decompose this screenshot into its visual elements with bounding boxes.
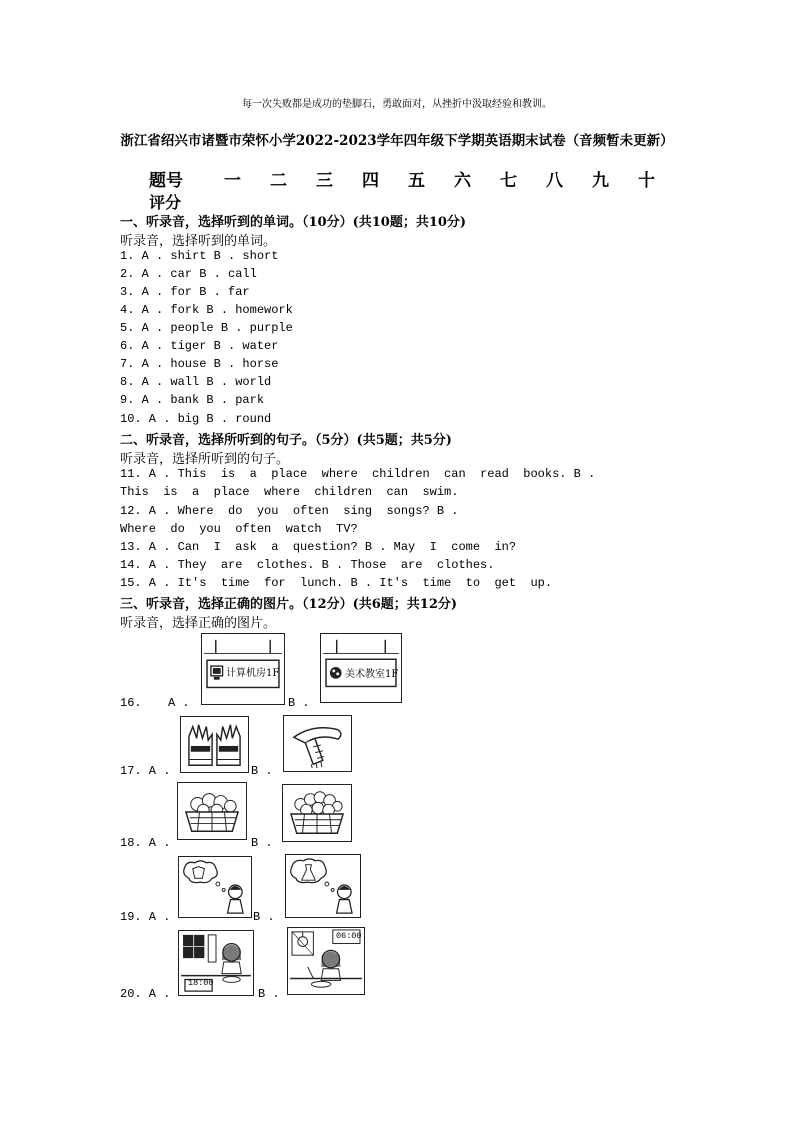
score-col-4: 四 bbox=[362, 171, 379, 191]
score-col-2: 二 bbox=[270, 171, 287, 191]
q20-option-b-label: B . bbox=[258, 987, 280, 1001]
question-line: 13. A . Can I ask a question? B . May I come in? bbox=[120, 540, 517, 554]
question-line: 15. A . It's time for lunch. B . It's time to get up. bbox=[120, 576, 553, 590]
score-col-10: 十 bbox=[638, 171, 655, 191]
section1-heading: 一、听录音，选择听到的单词。（10分）(共10题；共10分) bbox=[120, 215, 467, 230]
question-line: This is a place where children can swim. bbox=[120, 485, 459, 499]
q18-option-b-label: B . bbox=[251, 836, 273, 850]
girl-thinking-of-clothes-image bbox=[178, 856, 252, 918]
q16-label: 16. bbox=[120, 696, 142, 710]
question-line: 14. A . They are clothes. B . Those are clothes. bbox=[120, 558, 495, 572]
list-item: 4. A . fork B . homework bbox=[120, 303, 293, 317]
list-item: 9. A . bank B . park bbox=[120, 393, 265, 407]
q18-label: 18. A . bbox=[120, 836, 171, 850]
fruit-basket-b-image bbox=[282, 784, 352, 842]
document-title: 浙江省绍兴市诸暨市荣怀小学2022-2023学年四年级下学期英语期末试卷（音频暂未更新） bbox=[120, 133, 674, 149]
score-col-9: 九 bbox=[592, 171, 609, 191]
section2-instruction: 听录音，选择所听到的句子。 bbox=[120, 452, 290, 467]
question-line: 11. A . This is a place where children can read books. B . bbox=[120, 467, 596, 481]
list-item: 1. A . shirt B . short bbox=[120, 249, 279, 263]
q17-label: 17. A . bbox=[120, 764, 171, 778]
girl-thinking-of-dress-image bbox=[285, 854, 361, 918]
score-col-1: 一 bbox=[224, 171, 241, 191]
q17-option-b-label: B . bbox=[251, 764, 273, 778]
section3-instruction: 听录音，选择正确的图片。 bbox=[120, 616, 277, 631]
score-col-6: 六 bbox=[454, 171, 471, 191]
score-table-header: 题号 bbox=[149, 171, 183, 191]
q19-label: 19. A . bbox=[120, 910, 171, 924]
q16-sign-b-text: 美术教室1F bbox=[345, 669, 399, 680]
score-col-7: 七 bbox=[500, 171, 517, 191]
list-item: 5. A . people B . purple bbox=[120, 321, 293, 335]
q20-clock-b: 06:00 bbox=[336, 931, 362, 941]
section3-heading: 三、听录音，选择正确的图片。（12分）(共6题；共12分) bbox=[120, 597, 458, 612]
list-item: 7. A . house B . horse bbox=[120, 357, 279, 371]
q16-sign-a-text: 计算机房1F bbox=[226, 668, 280, 679]
motto: 每一次失败都是成功的垫脚石，勇敢面对，从挫折中汲取经验和教训。 bbox=[242, 99, 552, 110]
q16-option-b-label: B . bbox=[288, 696, 310, 710]
section2-heading: 二、听录音，选择所听到的句子。（5分）(共5题；共5分) bbox=[120, 433, 452, 448]
list-item: 8. A . wall B . world bbox=[120, 375, 272, 389]
q20-clock-a: 18:00 bbox=[188, 978, 214, 988]
fruit-basket-a-image bbox=[177, 782, 247, 840]
score-col-3: 三 bbox=[316, 171, 333, 191]
q19-option-b-label: B . bbox=[253, 910, 275, 924]
score-col-8: 八 bbox=[546, 171, 563, 191]
scarf-image bbox=[283, 715, 352, 772]
question-line: Where do you often watch TV? bbox=[120, 522, 358, 536]
section1-instruction: 听录音，选择听到的单词。 bbox=[120, 234, 277, 249]
list-item: 2. A . car B . call bbox=[120, 267, 257, 281]
score-col-5: 五 bbox=[408, 171, 425, 191]
question-line: 12. A . Where do you often sing songs? B . bbox=[120, 504, 459, 518]
q20-label: 20. A . bbox=[120, 987, 171, 1001]
list-item: 3. A . for B . far bbox=[120, 285, 250, 299]
list-item: 10. A . big B . round bbox=[120, 412, 272, 426]
gloves-image bbox=[180, 716, 249, 773]
list-item: 6. A . tiger B . water bbox=[120, 339, 279, 353]
score-row-label: 评分 bbox=[149, 193, 182, 212]
q16-option-a-label: A . bbox=[168, 696, 190, 710]
